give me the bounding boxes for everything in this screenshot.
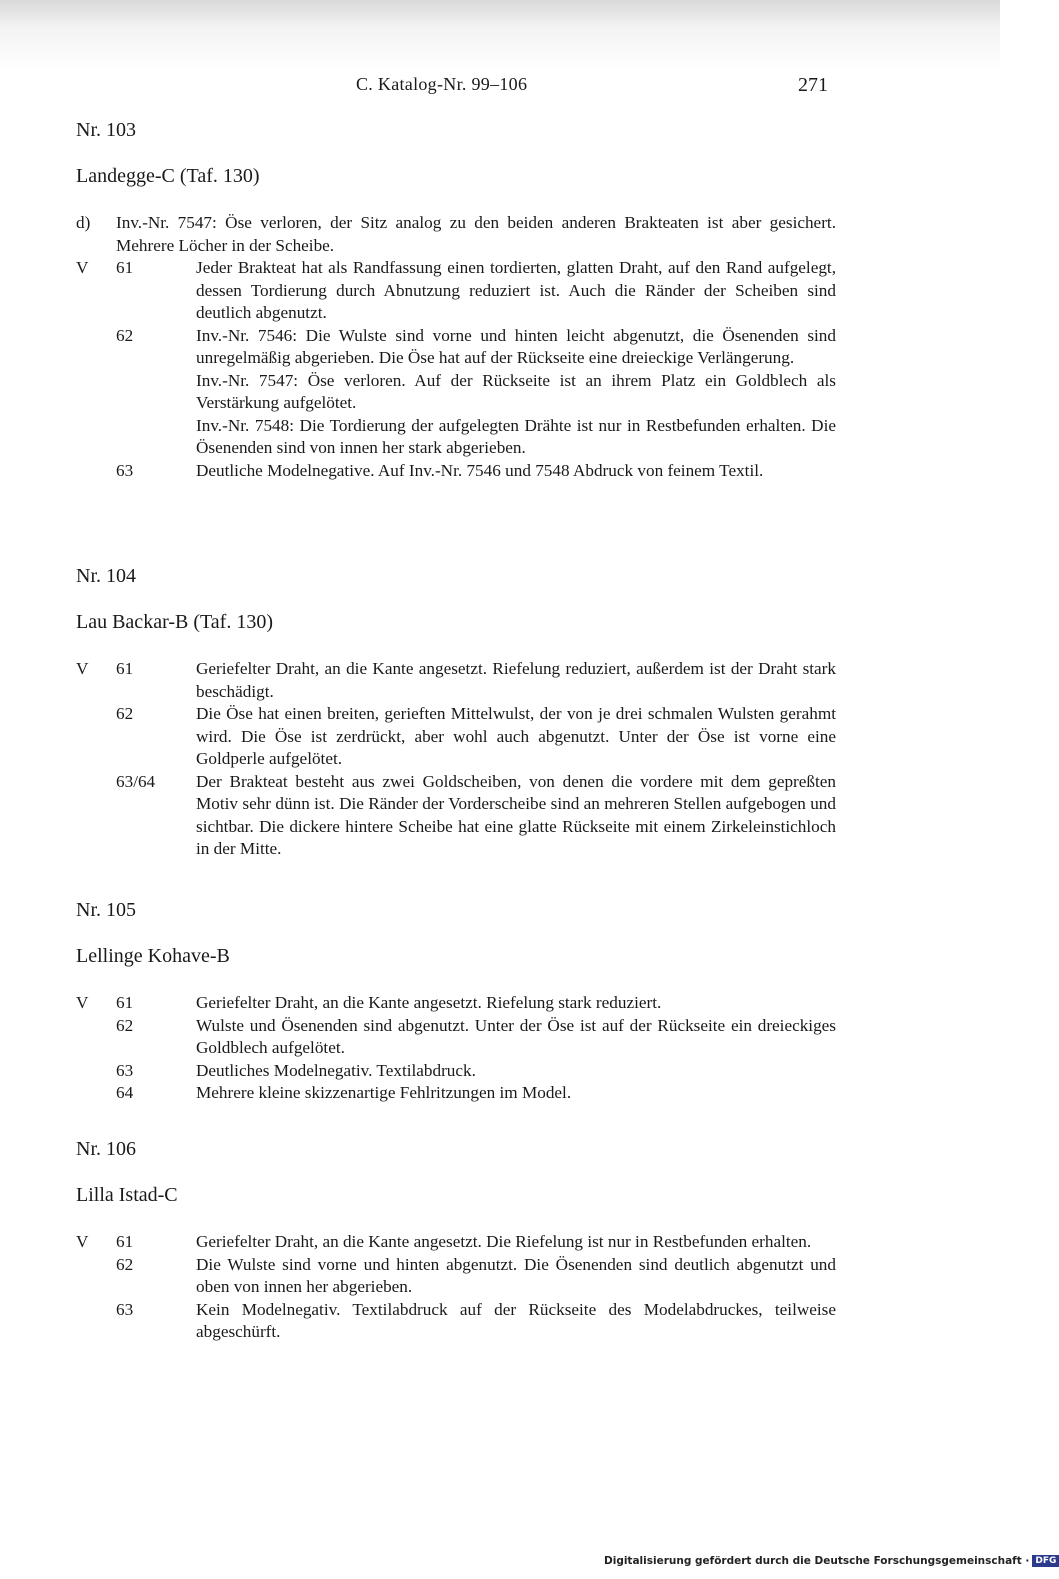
- entry-text: Geriefelter Draht, an die Kante angesetzt. Riefelung stark reduziert.: [196, 993, 662, 1012]
- entry-number: 63: [116, 1299, 134, 1319]
- entry-text: Inv.-Nr. 7547: Öse verloren, der Sitz analog zu den beiden anderen Brakteaten ist aber gesichert. Mehrere Löcher in der Scheibe.: [116, 213, 836, 255]
- catalog-entry: [76, 1082, 836, 1105]
- catalog-entry: [76, 415, 836, 460]
- dfg-logo: DFG: [1032, 1555, 1059, 1567]
- catalog-entry: [76, 658, 836, 703]
- entry-number: 63/64: [116, 771, 156, 791]
- catalog-section: [76, 562, 836, 858]
- entry-text: Mehrere kleine skizzenartige Fehlritzungen im Model.: [196, 1083, 572, 1102]
- entry-text: Inv.-Nr. 7548: Die Tordierung der aufgelegten Drähte ist nur in Restbefunden erhalten. Die Ösenenden sind von innen her stark abgerieben.: [196, 415, 836, 457]
- entry-text: Inv.-Nr. 7546: Die Wulste sind vorne und hinten leicht abgenutzt, die Ösenenden sind unregelmäßig abgerieben. Die Öse hat auf der Rückseite eine dreieckige Verlängerung.: [196, 325, 836, 367]
- scan-top-shading: [0, 0, 1000, 70]
- running-head: C. Katalog-Nr. 99–106: [356, 74, 528, 94]
- entry-mark: V: [76, 1232, 89, 1251]
- catalog-entry: [76, 460, 836, 483]
- entry-text: Deutliche Modelnegative. Auf Inv.-Nr. 7546 und 7548 Abdruck von feinem Textil.: [196, 460, 764, 480]
- entry-text: Kein Modelnegativ. Textilabdruck auf der Rückseite des Modelabdruckes, teilweise abgeschürft.: [196, 1299, 836, 1341]
- digitization-footer: [604, 1555, 1059, 1567]
- catalog-entry: [76, 1299, 836, 1344]
- entry-number: 63: [116, 1060, 134, 1080]
- entry-mark: d): [76, 213, 91, 232]
- entry-mark: V: [76, 659, 89, 678]
- catalog-section: [76, 116, 836, 480]
- entry-number: 61: [116, 1232, 134, 1251]
- section-number: Nr. 106: [76, 1138, 136, 1160]
- catalog-entry: [76, 370, 836, 415]
- catalog-entry: [76, 1060, 836, 1083]
- entry-number: 62: [116, 1015, 134, 1035]
- catalog-entry: [76, 1254, 836, 1299]
- entry-mark: V: [76, 993, 89, 1012]
- entry-number: 61: [116, 258, 134, 277]
- entry-number: 62: [116, 1254, 134, 1274]
- entry-number: 61: [116, 993, 134, 1012]
- page-number: 271: [798, 74, 828, 96]
- entry-number: 63: [116, 460, 134, 480]
- section-title: Lellinge Kohave-B: [76, 945, 230, 967]
- entry-text: Geriefelter Draht, an die Kante angesetzt. Die Riefelung ist nur in Restbefunden erhalten.: [196, 1232, 812, 1251]
- entry-text: Die Wulste sind vorne und hinten abgenutzt. Die Ösenenden sind deutlich abgenutzt und oben von innen her abgerieben.: [196, 1254, 836, 1296]
- section-number: Nr. 104: [76, 565, 136, 587]
- entry-number: 62: [116, 704, 134, 723]
- section-title: Lau Backar-B (Taf. 130): [76, 611, 274, 633]
- catalog-section: [76, 1135, 836, 1341]
- footer-text: Digitalisierung gefördert durch die Deutsche Forschungsgemeinschaft ·: [604, 1555, 1030, 1567]
- entry-list: [76, 1231, 836, 1344]
- entry-text: Die Öse hat einen breiten, gerieften Mittelwulst, der von je drei schmalen Wulsten gerahmt wird. Die Öse ist zerdrückt, aber wohl auch abgenutzt. Unter der Öse ist vorne eine Goldperle aufgelötet.: [196, 704, 836, 768]
- catalog-section: [76, 896, 836, 1102]
- catalog-entry: [76, 325, 836, 370]
- entry-text: Jeder Brakteat hat als Randfassung einen tordierten, glatten Draht, auf den Rand aufgelegt, dessen Tordierung durch Abnutzung reduziert ist. Auch die Ränder der Scheiben sind deutlich abgenutzt.: [196, 258, 836, 322]
- entry-number: 61: [116, 659, 134, 678]
- catalog-entry: [76, 1015, 836, 1060]
- section-number: Nr. 105: [76, 899, 136, 921]
- catalog-entry: [76, 257, 836, 325]
- entry-text: Der Brakteat besteht aus zwei Goldscheiben, von denen die vordere mit dem gepreßten Motiv sehr dünn ist. Die Ränder der Vorderscheibe sind an mehreren Stellen aufgebogen und sichtbar. Die dickere hintere Scheibe hat eine glatte Rückseite mit einem Zirkeleinstichloch in der Mitte.: [196, 771, 836, 858]
- entry-text: Wulste und Ösenenden sind abgenutzt. Unter der Öse ist auf der Rückseite ein dreieckiges Goldblech aufgelötet.: [196, 1015, 836, 1057]
- entry-mark: V: [76, 258, 89, 277]
- section-number: Nr. 103: [76, 119, 136, 141]
- entry-text: Inv.-Nr. 7547: Öse verloren. Auf der Rückseite ist an ihrem Platz ein Goldblech als Verstärkung aufgelötet.: [196, 370, 836, 412]
- catalog-entry: [76, 212, 836, 257]
- section-title: Lilla Istad-C: [76, 1184, 178, 1206]
- catalog-entry: [76, 771, 836, 861]
- entry-list: [76, 212, 836, 482]
- catalog-entry: [76, 1231, 836, 1254]
- catalog-entry: [76, 703, 836, 771]
- entry-number: 62: [116, 325, 134, 345]
- catalog-entry: [76, 992, 836, 1015]
- entry-text: Geriefelter Draht, an die Kante angesetzt. Riefelung reduziert, außerdem ist der Draht stark beschädigt.: [196, 659, 836, 701]
- entry-text: Deutliches Modelnegativ. Textilabdruck.: [196, 1060, 476, 1080]
- section-title: Landegge-C (Taf. 130): [76, 165, 260, 187]
- entry-number: 64: [116, 1083, 134, 1102]
- entry-list: [76, 992, 836, 1105]
- entry-list: [76, 658, 836, 861]
